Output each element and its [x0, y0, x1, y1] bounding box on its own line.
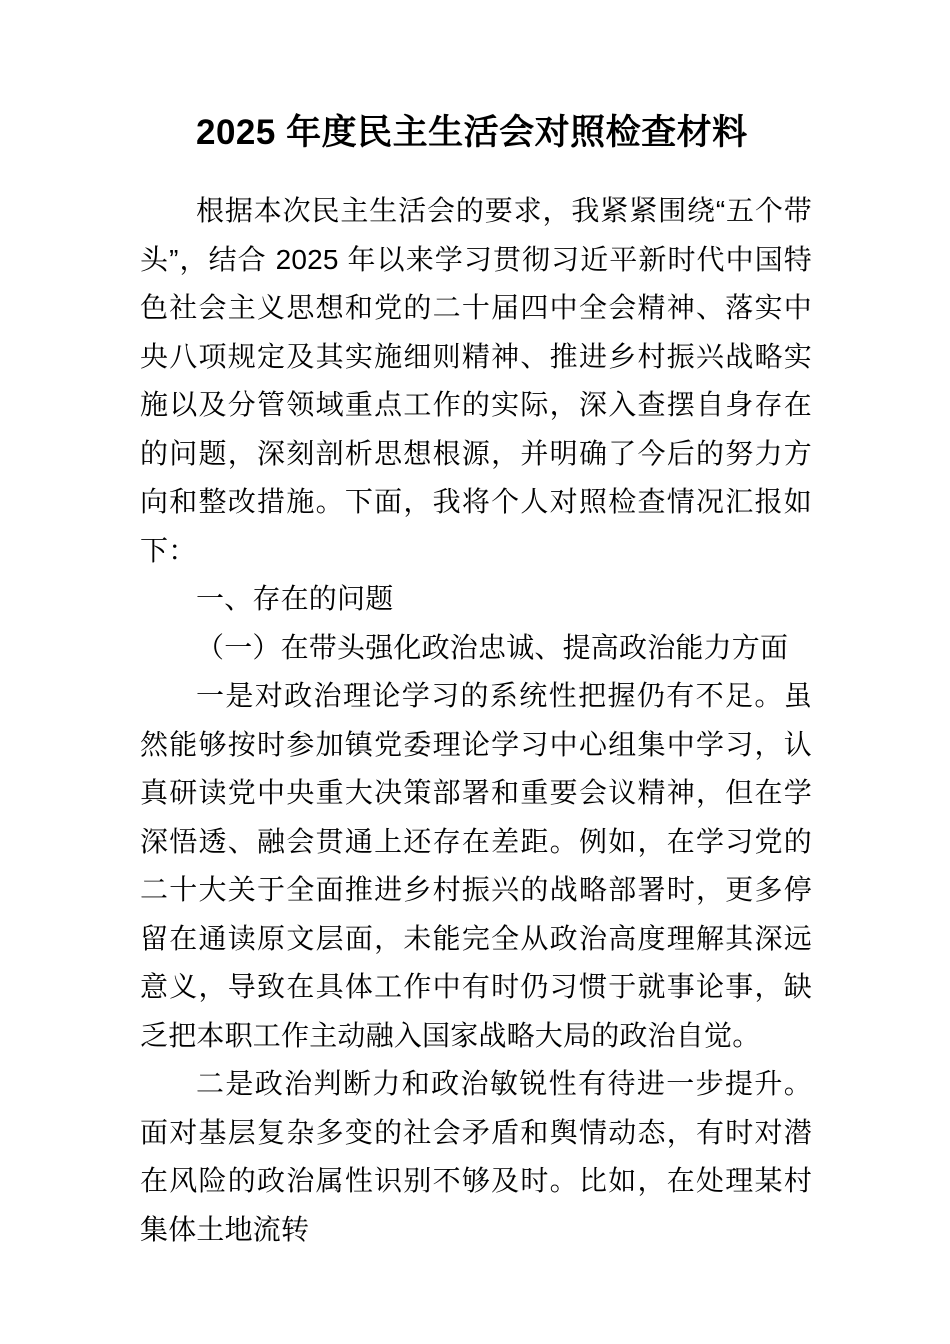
heading-section-1-1: （一）在带头强化政治忠诚、提高政治能力方面 [196, 631, 789, 663]
paragraph-point-2: 二是政治判断力和政治敏锐性有待进一步提升。面对基层复杂多变的社会矛盾和舆情动态，有时对潜在风险的政治属性识别不够及时。比如，在处理某村集体土地流转 [140, 1068, 812, 1245]
document-body [140, 0, 812, 1254]
paragraph-point-1: 一是对政治理论学习的系统性把握仍有不足。虽然能够按时参加镇党委理论学习中心组集中学习，认真研读党中央重大决策部署和重要会议精神，但在学深悟透、融会贯通上还存在差距。例如，在学习党的二十大关于全面推进乡村振兴的战略部署时，更多停留在通读原文层面，未能完全从政治高度理解其深远意义，导致在具体工作中有时仍习惯于就事论事，缺乏把本职工作主动融入国家战略大局的政治自觉。 [140, 680, 812, 1051]
heading-section-1: 一、存在的问题 [196, 583, 394, 614]
paragraph-intro: 根据本次民主生活会的要求，我紧紧围绕“五个带头”，结合 2025 年以来学习贯彻习近平新时代中国特色社会主义思想和党的二十届四中全会精神、落实中央八项规定及其实施细则精神、推进乡村振兴战略实施以及分管领域重点工作的实际，深入查摆自身存在的问题，深刻剖析思想根源，并明确了今后的努力方向和整改措施。下面，我将个人对照检查情况汇报如下： [140, 195, 812, 566]
document-title: 2025 年度民主生活会对照检查材料 [196, 113, 748, 152]
